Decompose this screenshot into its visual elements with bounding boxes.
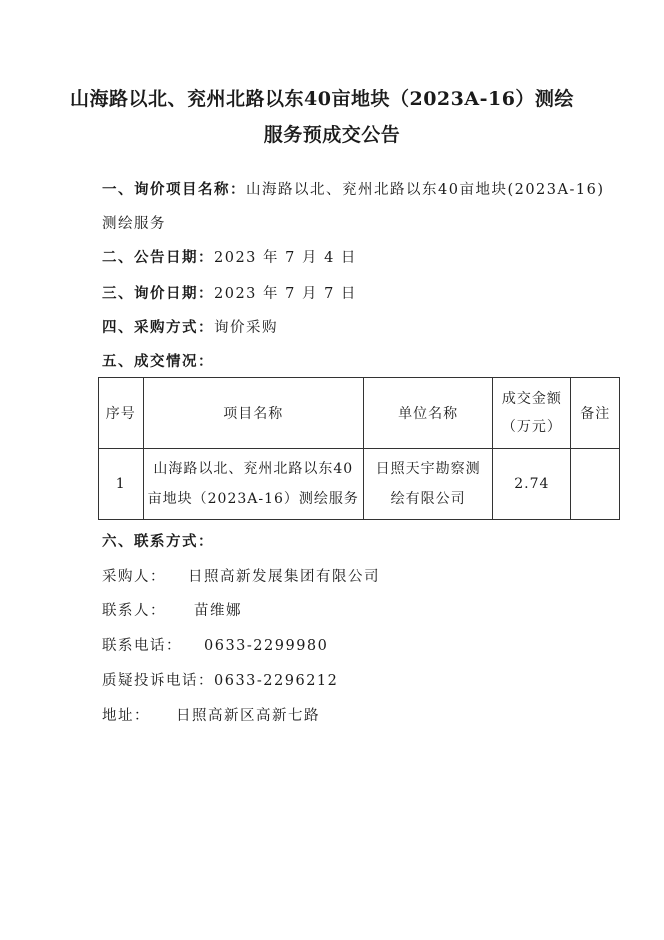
header-amount-line1: 成交金额 (501, 391, 562, 407)
complaint-phone-row (102, 669, 338, 690)
result-section-label: 五、成交情况： (102, 353, 214, 370)
contact-phone-label: 联系电话： (102, 638, 182, 654)
row-no: 1 (99, 449, 144, 520)
row-amount: 2.74 (493, 449, 571, 520)
address-row (102, 704, 320, 725)
row-unit-line2: 绘有限公司 (390, 491, 466, 507)
procurement-method-label: 四、采购方式： (102, 319, 214, 336)
contact-person-label: 联系人： (102, 603, 166, 619)
complaint-phone-value: 0633-2296212 (214, 673, 339, 689)
procurement-method-value: 询价采购 (214, 320, 278, 336)
project-name-value: 山海路以北、兖州北路以东40亩地块(2023A-16) (246, 182, 605, 198)
row-project-line2: 亩地块（2023A-16）测绘服务 (147, 491, 359, 507)
result-table (98, 377, 620, 520)
purchaser-label: 采购人： (102, 569, 166, 585)
row-project-line1: 山海路以北、兖州北路以东40 (153, 461, 354, 477)
contact-person-value: 苗维娜 (194, 603, 242, 619)
row-note (571, 449, 620, 520)
row-unit (364, 449, 493, 520)
project-name-label: 一、询价项目名称： (102, 181, 246, 198)
project-name-row (102, 178, 605, 199)
document-title-line1: 山海路以北、兖州北路以东40亩地块（2023A-16）测绘 (70, 88, 574, 110)
header-amount (493, 378, 571, 449)
inquiry-date-row (102, 282, 357, 303)
header-note: 备注 (571, 378, 620, 449)
procurement-method-row (102, 316, 278, 337)
document-title-line2: 服务预成交公告 (263, 124, 401, 146)
announce-date-value: 2023 年 7 月 4 日 (214, 250, 357, 266)
announce-date-row (102, 246, 357, 267)
table-header-row (99, 378, 620, 449)
header-no: 序号 (99, 378, 144, 449)
announce-date-label: 二、公告日期： (102, 249, 214, 266)
row-project (143, 449, 364, 520)
contact-section-label: 六、联系方式： (102, 533, 214, 550)
header-unit: 单位名称 (364, 378, 493, 449)
table-row (99, 449, 620, 520)
contact-phone-value: 0633-2299980 (204, 638, 329, 654)
contact-person-row (102, 599, 242, 620)
header-amount-line2: （万元） (501, 419, 562, 435)
project-name-continuation: 测绘服务 (102, 216, 166, 232)
purchaser-value: 日照高新发展集团有限公司 (188, 569, 380, 585)
header-project: 项目名称 (143, 378, 364, 449)
address-label: 地址： (102, 708, 150, 724)
complaint-phone-label: 质疑投诉电话： (102, 673, 214, 689)
inquiry-date-value: 2023 年 7 月 7 日 (214, 286, 357, 302)
purchaser-row (102, 565, 380, 586)
row-unit-line1: 日照天宇勘察测 (375, 461, 481, 477)
inquiry-date-label: 三、询价日期： (102, 285, 214, 302)
address-value: 日照高新区高新七路 (176, 708, 320, 724)
contact-phone-row (102, 634, 328, 655)
